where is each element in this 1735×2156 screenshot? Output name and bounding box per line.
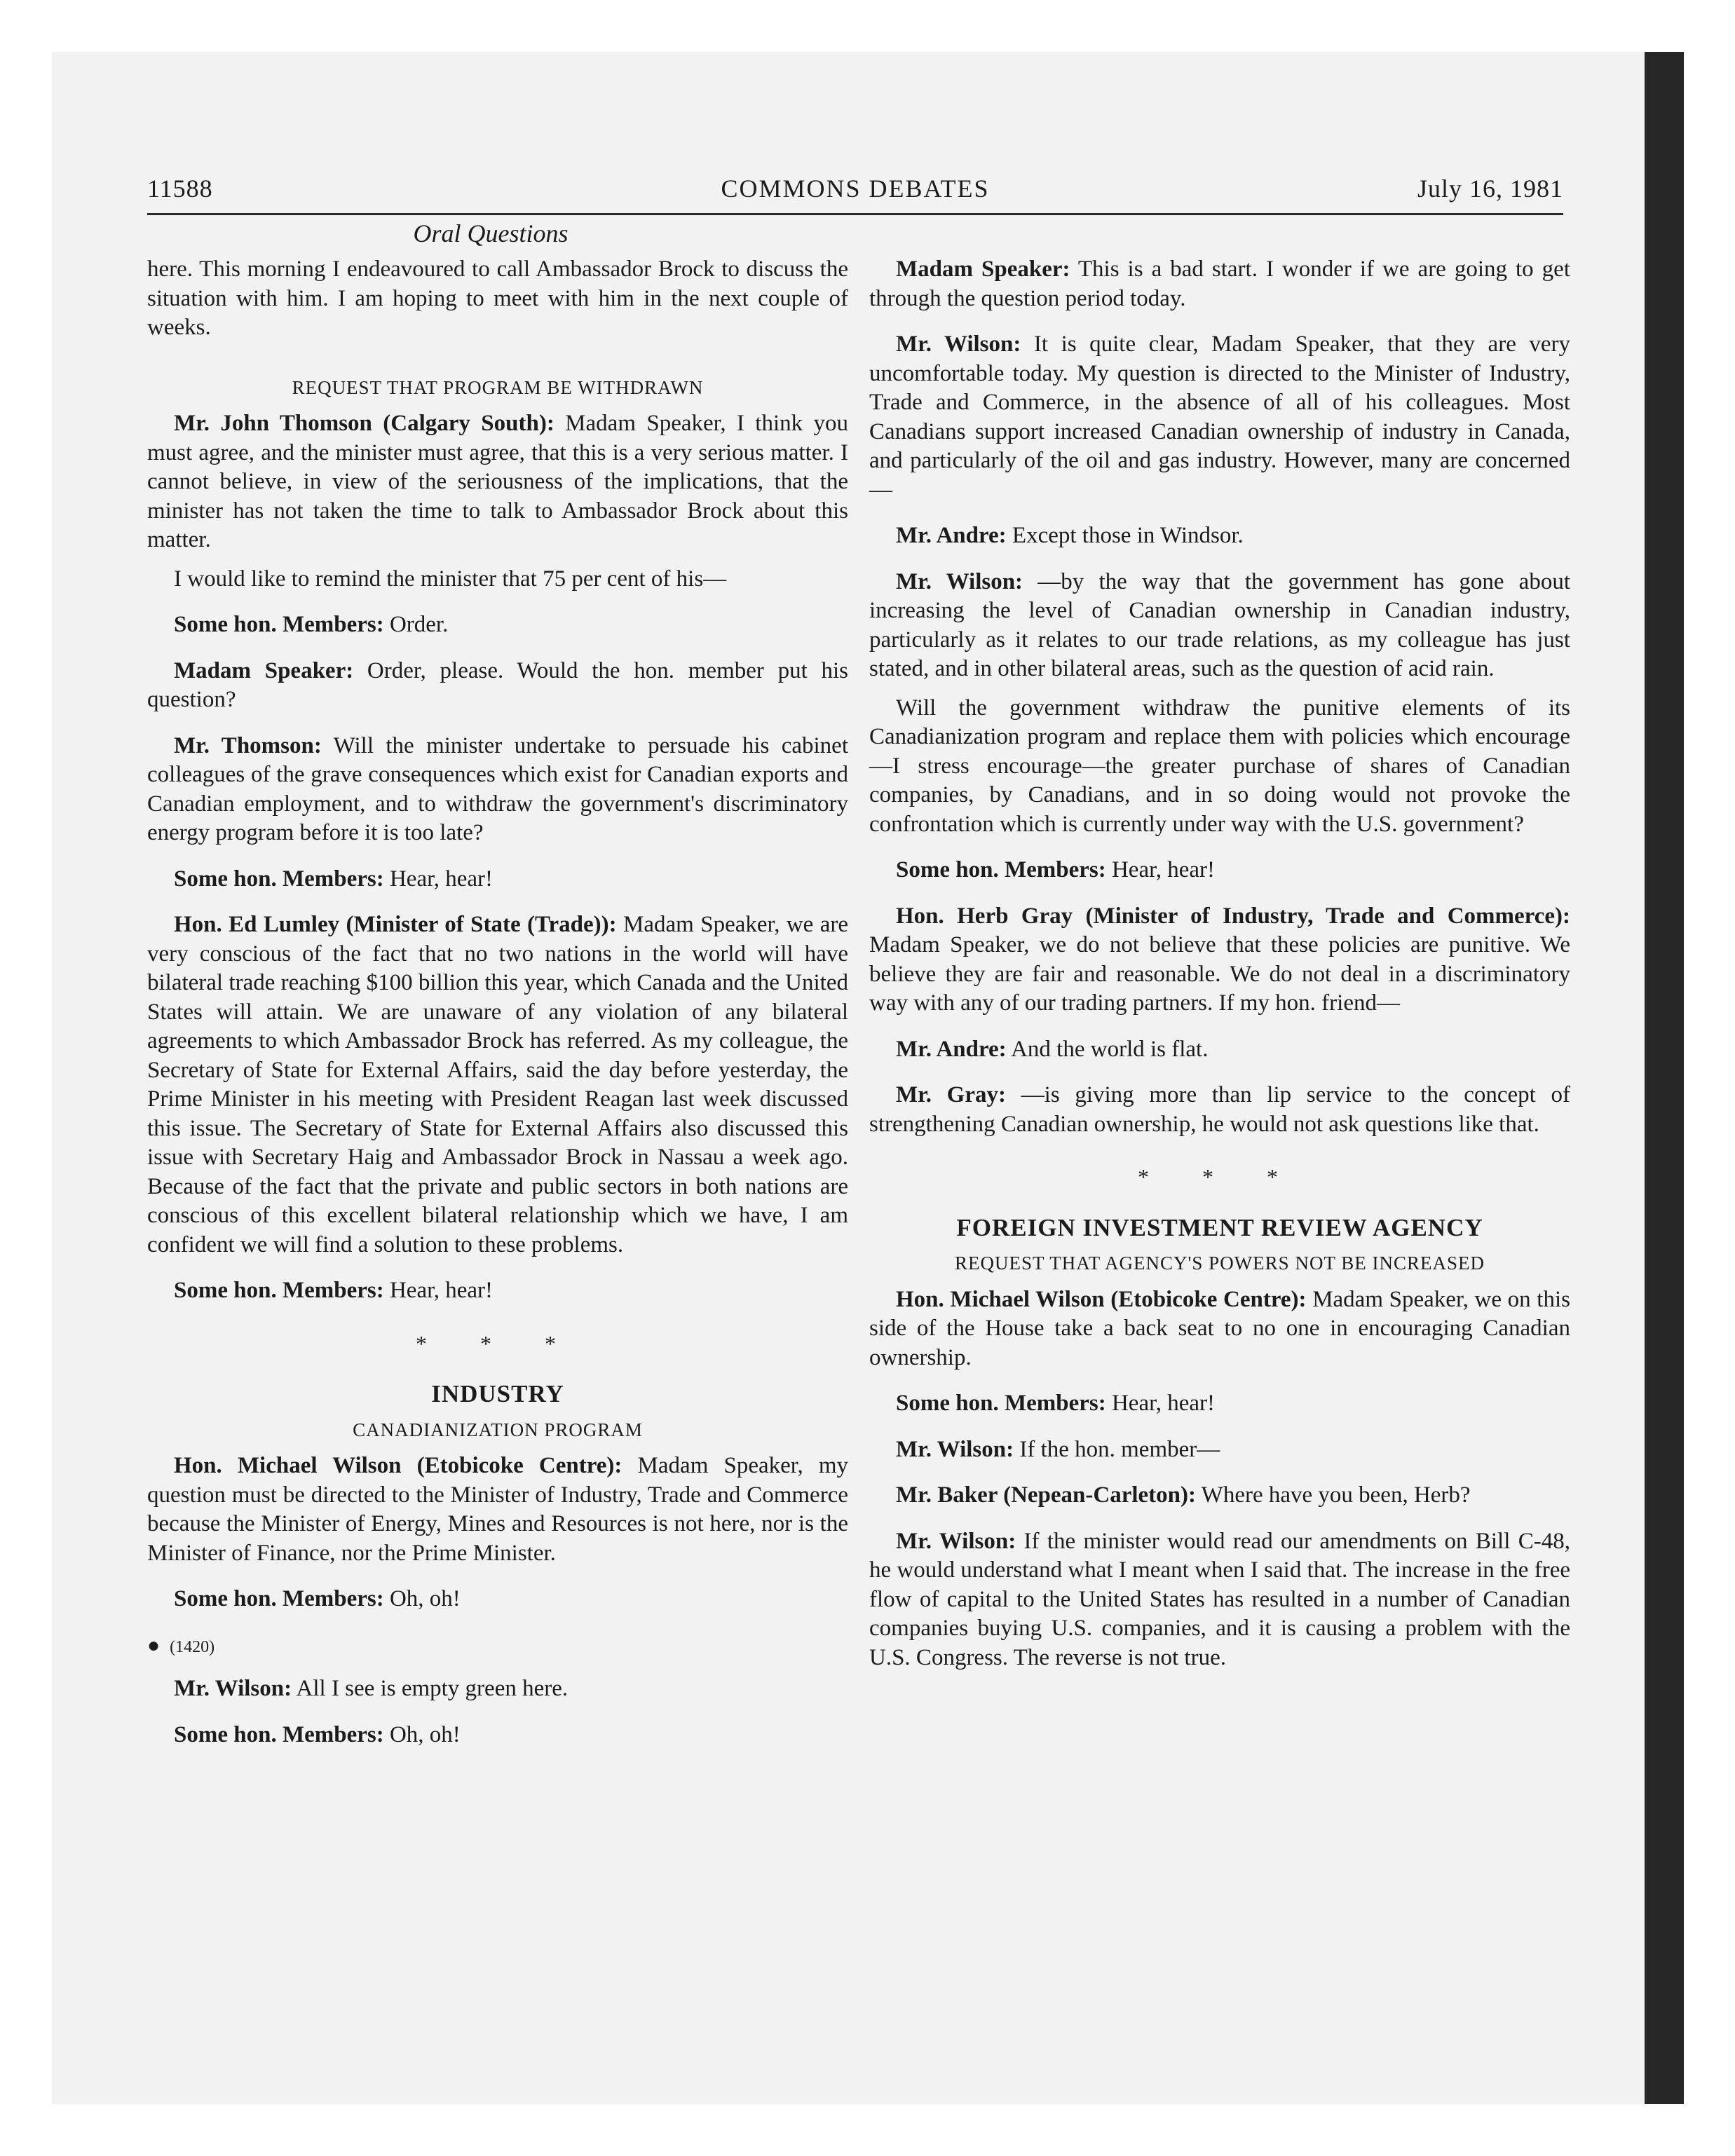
speaker-name: Madam Speaker: bbox=[174, 657, 354, 683]
speaker-name: Some hon. Members: bbox=[174, 1586, 384, 1611]
speaker-name: Mr. Wilson: bbox=[896, 332, 1021, 357]
paragraph bbox=[869, 568, 1570, 684]
speaker-name: Mr. Andre: bbox=[896, 523, 1007, 548]
subheading: CANADIANIZATION PROGRAM bbox=[353, 1419, 643, 1440]
speech-text: —is giving more than lip service to the concept of strengthening Canadian ownership, he would not ask questions like that. bbox=[869, 1082, 1571, 1137]
speech-text: Oh, oh! bbox=[383, 1721, 461, 1747]
paragraph bbox=[147, 1674, 848, 1704]
speech-text: Madam Speaker, I think you must agree, and the minister must agree, that this is a very serious matter. I cannot believe, in view of the seriousness of the implications, that the minister has not taken the time to talk to Ambassador Brock about this matter. bbox=[147, 411, 848, 552]
speech-text: All I see is empty green here. bbox=[292, 1676, 569, 1701]
paragraph bbox=[869, 1435, 1570, 1465]
paragraph bbox=[869, 330, 1570, 505]
paragraph bbox=[147, 865, 848, 894]
speech-text: And the world is flat. bbox=[1006, 1036, 1209, 1062]
speaker-name: Hon. Michael Wilson (Etobicoke Centre): bbox=[896, 1286, 1307, 1312]
paragraph: I would like to remind the minister that 75 per cent of his— bbox=[174, 566, 727, 592]
speaker-name: Mr. Wilson: bbox=[896, 1436, 1014, 1462]
paragraph bbox=[869, 521, 1570, 551]
page-number: 11588 bbox=[147, 175, 213, 203]
paragraph bbox=[869, 1081, 1570, 1139]
speaker-name: Mr. Andre: bbox=[896, 1036, 1007, 1062]
paragraph bbox=[147, 732, 848, 848]
document-page bbox=[52, 52, 1684, 2104]
speech-text: Except those in Windsor. bbox=[1006, 523, 1244, 548]
section-separator: * * * bbox=[1138, 1164, 1302, 1189]
speaker-name: Mr. Thomson: bbox=[174, 732, 322, 758]
paragraph bbox=[147, 1585, 848, 1614]
time-marker-text: (1420) bbox=[170, 1637, 215, 1656]
speaker-name: Mr. John Thomson (Calgary South): bbox=[174, 411, 554, 436]
speaker-name: Some hon. Members: bbox=[174, 1278, 384, 1303]
time-marker bbox=[147, 1631, 848, 1663]
paragraph bbox=[147, 1276, 848, 1306]
speech-text: This is a bad start. I wonder if we are going to get through the question period today. bbox=[869, 257, 1570, 311]
subheading: REQUEST THAT PROGRAM BE WITHDRAWN bbox=[292, 376, 704, 398]
speech-text: Order, please. Would the hon. member put his question? bbox=[147, 657, 848, 712]
publication-date: July 16, 1981 bbox=[1417, 175, 1563, 203]
speech-text: Madam Speaker, we are very conscious of the fact that no two nations in the world will have bilateral trade reaching $100 billion this year, which Canada and the United States will attain. We are unaware of any violation of any bilateral agreements to which Ambassador Brock has referred. As my colleague, the Secretary of State for External Affairs, said the day before yesterday, the Prime Minister in his meeting with President Reagan last week discussed this issue. The Secretary of State for External Affairs also discussed this issue with Secretary Haig and Ambassador Brock in Nassau a week ago. Because of the fact that the private and public sectors in both nations are conscious of this excellent bilateral relationship which we have, I am confident we will find a solution to these problems. bbox=[147, 912, 849, 1257]
speaker-name: Mr. Baker (Nepean-Carleton): bbox=[896, 1482, 1197, 1508]
paragraph bbox=[147, 1452, 848, 1568]
speaker-name: Some hon. Members: bbox=[896, 857, 1106, 882]
paragraph bbox=[869, 255, 1570, 313]
paragraph bbox=[869, 856, 1570, 885]
speech-text: Hear, hear! bbox=[383, 866, 494, 892]
page-header bbox=[147, 170, 1563, 215]
speech-text: Order. bbox=[383, 612, 449, 637]
paragraph bbox=[869, 1481, 1570, 1510]
paragraph bbox=[147, 1721, 848, 1750]
speaker-name: Mr. Wilson: bbox=[896, 1528, 1016, 1554]
paragraph bbox=[147, 409, 848, 555]
speaker-name: Hon. Herb Gray (Minister of Industry, Trade and Commerce): bbox=[896, 903, 1570, 929]
speech-text: —by the way that the government has gone about increasing the level of Canadian ownership in Canadian industry, particularly as it relates to our trade relations, as my colleague has just stated, and in other bilateral areas, such as the question of acid rain. bbox=[869, 568, 1570, 681]
speech-text: It is quite clear, Madam Speaker, that they are very uncomfortable today. My question is directed to the Minister of Industry, Trade and Commerce, in the absence of all of his colleagues. Most Canadians support increased Canadian ownership of industry in Canada, and particularly of the oil and gas industry. However, many are concerned— bbox=[869, 332, 1571, 503]
paragraph bbox=[147, 610, 848, 640]
speech-text: Hear, hear! bbox=[383, 1278, 494, 1303]
speaker-name: Mr. Wilson: bbox=[896, 568, 1023, 594]
publication-title: COMMONS DEBATES bbox=[721, 175, 990, 203]
subheading: REQUEST THAT AGENCY'S POWERS NOT BE INCREASED bbox=[955, 1253, 1485, 1274]
speech-text: If the minister would read our amendments on Bill C-48, he would understand what I meant when I said that. The increase in the free flow of capital to the United States has resulted in a number of Canadian companies buying U.S. companies, and it is causing a problem with the U.S. Congress. The reverse is not true. bbox=[869, 1528, 1570, 1670]
section-heading: FOREIGN INVESTMENT REVIEW AGENCY bbox=[956, 1213, 1483, 1241]
speech-text: Hear, hear! bbox=[1105, 857, 1216, 882]
paragraph: Will the government withdraw the punitive elements of its Canadianization program and replace them with policies which encourage—I stress encourage—the greater purchase of shares of Canadian companies, by Canadians, and in so doing would not provoke the confrontation which is currently under way with the U.S. government? bbox=[869, 695, 1570, 837]
scan-edge-bar bbox=[1645, 52, 1684, 2104]
right-column bbox=[869, 255, 1570, 1689]
speaker-name: Some hon. Members: bbox=[174, 612, 384, 637]
section-separator: * * * bbox=[416, 1330, 580, 1356]
speech-text: Madam Speaker, my question must be directed to the Minister of Industry, Trade and Commerce because the Minister of Energy, Mines and Resources is not here, nor is the Minister of Finance, nor the Prime Minister. bbox=[147, 1453, 848, 1566]
speaker-name: Madam Speaker: bbox=[896, 257, 1070, 282]
speaker-name: Hon. Michael Wilson (Etobicoke Centre): bbox=[174, 1453, 622, 1478]
speaker-name: Some hon. Members: bbox=[174, 1721, 384, 1747]
paragraph bbox=[869, 902, 1570, 1018]
paragraph bbox=[869, 1389, 1570, 1419]
speech-text: Where have you been, Herb? bbox=[1196, 1482, 1471, 1508]
paragraph: here. This morning I endeavoured to call Ambassador Brock to discuss the situation with him. I am hoping to meet with him in the next couple of weeks. bbox=[147, 257, 848, 340]
speaker-name: Some hon. Members: bbox=[896, 1391, 1106, 1416]
bullet-icon: ● bbox=[147, 1633, 161, 1657]
speech-text: Madam Speaker, we on this side of the House take a back seat to no one in encouraging Canadian ownership. bbox=[869, 1286, 1570, 1370]
section-title: Oral Questions bbox=[413, 219, 569, 247]
paragraph bbox=[869, 1527, 1570, 1673]
speaker-name: Hon. Ed Lumley (Minister of State (Trade)): bbox=[174, 912, 617, 937]
speaker-name: Mr. Gray: bbox=[896, 1082, 1006, 1107]
speech-text: Oh, oh! bbox=[383, 1586, 461, 1611]
speech-text: Will the minister undertake to persuade his cabinet colleagues of the grave consequences which exist for Canadian exports and Canadian employment, and to withdraw the government's discriminatory energy program before it is too late? bbox=[147, 732, 849, 845]
section-heading: INDUSTRY bbox=[431, 1380, 564, 1407]
speech-text: If the hon. member— bbox=[1014, 1436, 1220, 1462]
paragraph bbox=[869, 1285, 1570, 1373]
speech-text: Madam Speaker, we do not believe that these policies are punitive. We believe they are fair and reasonable. We do not deal in a discriminatory way with any of our trading partners. If my hon. friend— bbox=[869, 932, 1570, 1016]
paragraph bbox=[869, 1035, 1570, 1065]
paragraph bbox=[147, 657, 848, 715]
left-column bbox=[147, 255, 848, 1766]
paragraph bbox=[147, 910, 848, 1260]
speech-text: Hear, hear! bbox=[1105, 1391, 1216, 1416]
speaker-name: Mr. Wilson: bbox=[174, 1676, 292, 1701]
speaker-name: Some hon. Members: bbox=[174, 866, 384, 892]
